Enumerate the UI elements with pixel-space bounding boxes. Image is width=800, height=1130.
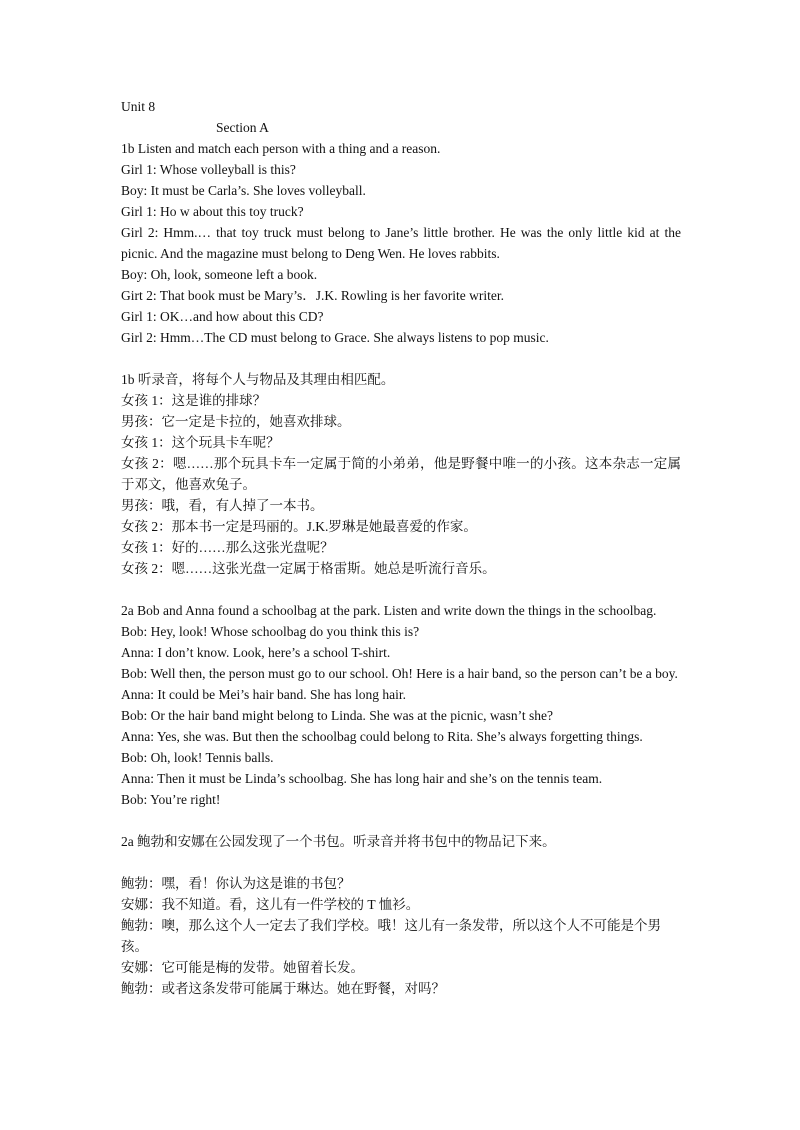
dialogue-line: 男孩：哦，看，有人掉了一本书。 [121, 498, 324, 513]
dialogue-line: 男孩：它一定是卡拉的，她喜欢排球。 [121, 414, 351, 429]
dialogue-line: Bob: You’re right! [121, 792, 221, 807]
dialogue-line: Anna: I don’t know. Look, here’s a school T-shirt. [121, 645, 391, 660]
dialogue-line: Boy: Oh, look, someone left a book. [121, 267, 318, 282]
document-body [121, 96, 681, 999]
dialogue-line: Anna: Then it must be Linda’s schoolbag. She has long hair and she’s on the tennis team. [121, 771, 603, 786]
dialogue-line: Girl 1: OK…and how about this CD? [121, 309, 324, 324]
dialogue-line: Boy: It must be Carla’s. She loves volleyball. [121, 183, 366, 198]
dialogue-line: 女孩 2：那本书一定是玛丽的。J.K.罗琳是她最喜爱的作家。 [121, 519, 477, 534]
dialogue-line: Girl 1: Ho w about this toy truck? [121, 204, 304, 219]
dialogue-line: Girt 2: That book must be Mary’s．J.K. Rowling is her favorite writer. [121, 288, 504, 303]
spacer [121, 348, 681, 369]
part-2a-cn-heading: 2a 鲍勃和安娜在公园发现了一个书包。听录音并将书包中的物品记下来。 [121, 834, 556, 849]
part-1b-cn-heading: 1b 听录音，将每个人与物品及其理由相匹配。 [121, 372, 395, 387]
dialogue-line: 女孩 2：嗯……那个玩具卡车一定属于简的小弟弟，他是野餐中唯一的小孩。这本杂志一定属于邓文，他喜欢兔子。 [121, 456, 681, 492]
dialogue-line: Girl 2: Hmm…The CD must belong to Grace. She always listens to pop music. [121, 330, 549, 345]
part-1b-en-heading: 1b Listen and match each person with a thing and a reason. [121, 141, 441, 156]
dialogue-line: Anna: Yes, she was. But then the schoolbag could belong to Rita. She’s always forgetting things. [121, 729, 643, 744]
dialogue-line: 女孩 1：好的……那么这张光盘呢？ [121, 540, 334, 555]
dialogue-line: Girl 2: Hmm.… that toy truck must belong to Jane’s little brother. He was the only little kid at the picnic. And the magazine must belong to Deng Wen. He loves rabbits. [121, 225, 681, 261]
dialogue-line: 鲍勃：或者这条发带可能属于琳达。她在野餐，对吗？ [121, 981, 445, 996]
dialogue-line: Anna: It could be Mei’s hair band. She has long hair. [121, 687, 406, 702]
spacer [121, 852, 681, 873]
dialogue-line: Bob: Well then, the person must go to our school. Oh! Here is a hair band, so the person can’t be a boy. [121, 666, 678, 681]
dialogue-line: 女孩 2：嗯……这张光盘一定属于格雷斯。她总是听流行音乐。 [121, 561, 496, 576]
part-2a-en-heading: 2a Bob and Anna found a schoolbag at the park. Listen and write down the things in the schoolbag. [121, 603, 657, 618]
dialogue-line: Bob: Oh, look! Tennis balls. [121, 750, 274, 765]
spacer [121, 810, 681, 831]
dialogue-line: 女孩 1：这是谁的排球？ [121, 393, 267, 408]
dialogue-line: 安娜：我不知道。看，这儿有一件学校的 T 恤衫。 [121, 897, 420, 912]
section-title: Section A [216, 120, 269, 135]
dialogue-line: 女孩 1：这个玩具卡车呢？ [121, 435, 280, 450]
unit-title: Unit 8 [121, 99, 156, 114]
dialogue-line: Girl 1: Whose volleyball is this? [121, 162, 296, 177]
dialogue-line: 鲍勃：嘿，看！你认为这是谁的书包？ [121, 876, 351, 891]
spacer [121, 579, 681, 600]
dialogue-line: Bob: Hey, look! Whose schoolbag do you think this is? [121, 624, 420, 639]
dialogue-line: 安娜：它可能是梅的发带。她留着长发。 [121, 960, 364, 975]
dialogue-line: Bob: Or the hair band might belong to Linda. She was at the picnic, wasn’t she? [121, 708, 554, 723]
dialogue-line: 鲍勃：噢，那么这个人一定去了我们学校。哦！这儿有一条发带，所以这个人不可能是个男孩。 [121, 918, 661, 954]
